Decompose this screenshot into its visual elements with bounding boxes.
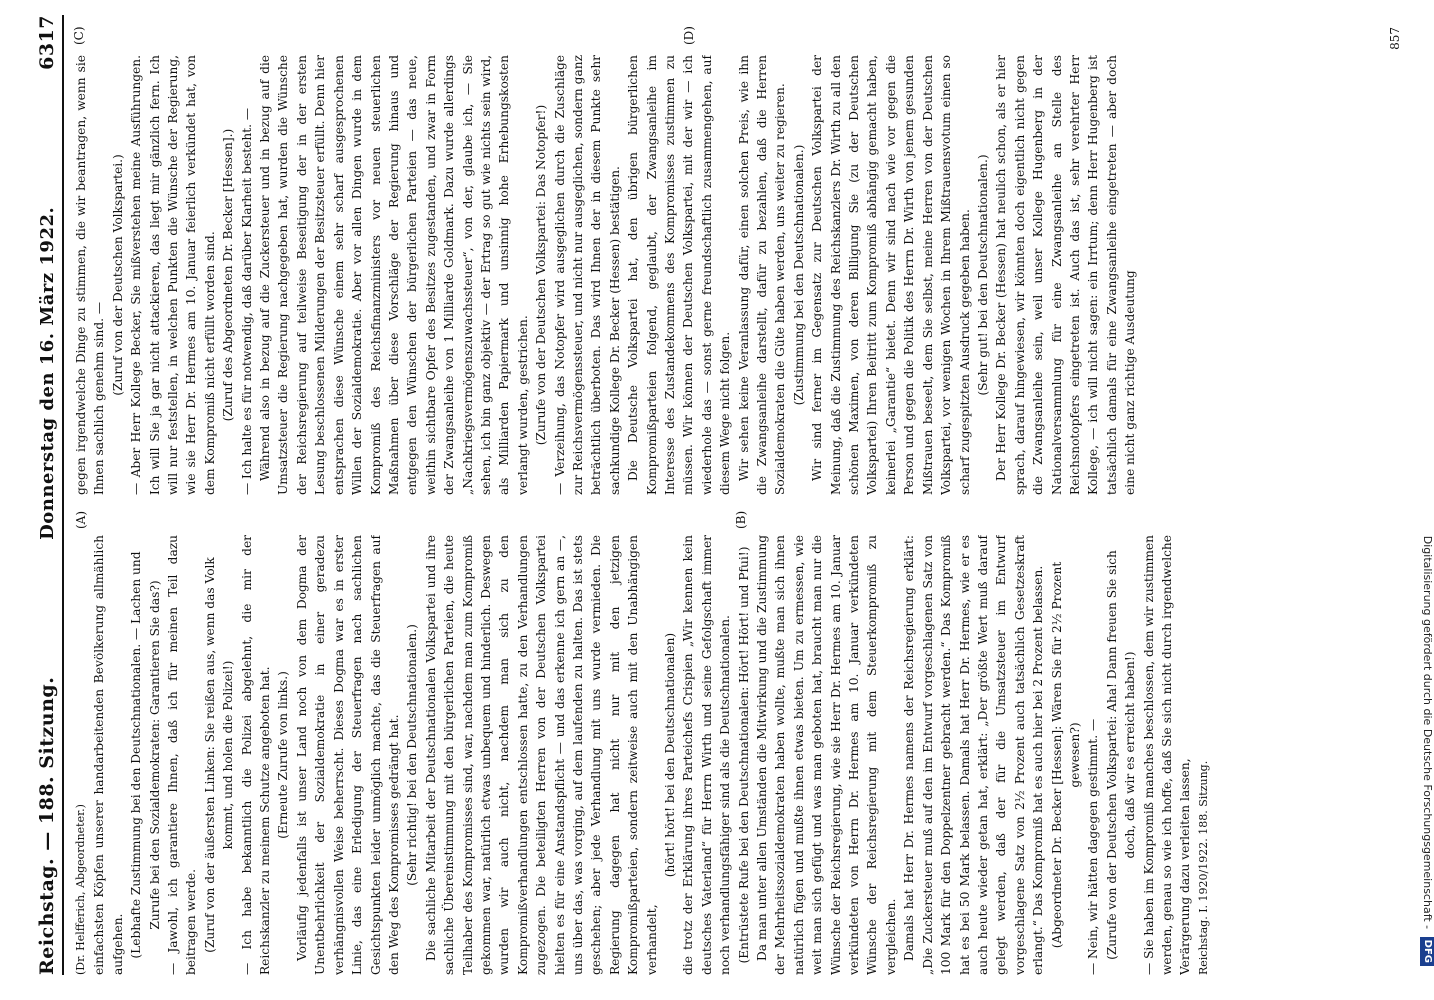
paragraph: Wir sehen keine Veranlassung dafür, einen solchen Preis, wie ihn die Zwangsanleihe darstellt, dafür zu bezahlen, daß die Herren Sozialdemokraten die Güte haben werden, uns weiter zu regieren. [736, 55, 788, 495]
dfg-logo: DFG [1420, 937, 1434, 966]
paragraph: — Aber Herr Kollege Becker, Sie mißverstehen meine Ausführungen. Ich will Sie ja gar nicht attackieren, das liegt mir gänzlich fern. Ich will nur feststellen, in welchen Punkten die Wünsche der Regierung, wie sie Herr Dr. Hermes am 10. Januar feierlich verkündet hat, von dem Kompromiß nicht erfüllt worden sind. [129, 55, 217, 495]
interjection: (Zuruf des Abgeordneten Dr. Becker [Hessen].) [221, 128, 236, 422]
header-left: Reichstag. — 188. Sitzung. [36, 676, 58, 975]
margin-letter-d: (D) [682, 26, 696, 45]
page-number: 6317 [36, 15, 58, 70]
paragraph: — Sie haben im Kompromiß manches beschlossen, dem wir zustimmen werden, genau so wie ich hoffe, daß Sie sich nicht durch irgendwelche Verärgerung dazu verleiten lassen, [1141, 535, 1193, 975]
interjection: (Abgeordneter Dr. Becker [Hessen]: Wären Sie für 2½ Prozent gewesen?) [1049, 561, 1082, 949]
paragraph: gegen irgendwelche Dinge zu stimmen, die wir beantragen, wenn sie Ihnen sachlich genehm sind. — [74, 55, 107, 495]
interjection: (Sehr richtig! bei den Deutschnationalen.) [405, 624, 420, 886]
dfg-watermark [1418, 6, 1434, 966]
paragraph: — Verzeihung, das Notopfer wird ausgeglichen durch die Zuschläge zur Reichsvermögenssteuer, und nicht nur ausgeglichen, sondern ganz beträchtlich überboten. Das wird Ihnen der in diesem Punkte sehr sachkundige Kollege Dr. Becker (Hessen) bestätigen. [552, 55, 622, 495]
interjection: (hört! hört! bei den Deutschnationalen) [663, 632, 677, 878]
paragraph: die trotz der Erklärung ihres Parteichefs Crispien „Wir kennen kein deutsches Vaterland“ für Herrn Wirth und seine Gefolgschaft immer noch verhandlungsfähiger sind als die Deutschnationalen. [681, 535, 733, 975]
interjection: (Zuruf von der äußersten Linken: Sie reißen aus, wenn das Volk kommt, und holen die Polizei!) [202, 557, 236, 953]
paragraph: Der Herr Kollege Dr. Becker (Hessen) hat neulich schon, als er hier sprach, darauf hingewiesen, wir könnten doch eigentlich nicht gegen die Zwangsanleihe sein, weil unser Kollege Hugenberg in der Nationalversammlung für eine Zwangsanleihe an Stelle des Reichsnotopfers eingetreten ist. Auch das ist, sehr verehrter Herr Kollege, — ich will nicht sagen: ein Irrtum; denn Herr Hugenberg ist tatsächlich damals für eine Zwangsanleihe eingetreten — aber doch eine nicht ganz richtige Ausdeutung [994, 55, 1138, 495]
running-head [22, 15, 64, 975]
right-column [72, 55, 1382, 495]
paragraph: Wir sind ferner im Gegensatz zur Deutschen Volkspartei der Meinung, daß die Zustimmung des Reichskanzlers Dr. Wirth zu all den schönen Maximen, von deren Billigung Sie (zu der Deutschen Volkspartei) Ihren Beitritt zum Kompromiß abhängig gemacht haben, keinerlei „Garantie“ bietet. Denn wir sind nach wie vor gegen die Person und gegen die Politik des Herrn Dr. Wirth von jenem gesunden Mißtrauen beseelt, dem Sie selbst, meine Herren von der Deutschen Volkspartei, vor wenigen Wochen in Ihrem Mißtrauensvotum einen so scharf zugespitzten Ausdruck gegeben haben. [810, 55, 972, 495]
interjection: (Zurufe von der Deutschen Volkspartei: Das Notopfer!) [534, 104, 549, 446]
margin-letter-a: (A) [74, 510, 88, 529]
paragraph: einfachsten Köpfen unserer handarbeitenden Bevölkerung allmählich aufgehen. [92, 535, 125, 975]
margin-letter-b: (B) [734, 510, 748, 529]
paragraph: Damals hat Herr Dr. Hermes namens der Reichsregierung erklärt: „Die Zuckersteuer muß auf den im Entwurf vorgeschlagenen Satz von 100 Mark für den Doppelzentner gebracht werden.“ Das Kompromiß hat es bei 50 Mark belassen. Damals hat Herr Dr. Hermes, wie er es auch heute wieder getan hat, erklärt: „Der größte Wert muß darauf gelegt werden, daß der für die Umsatzsteuer im Entwurf vorgeschlagene Satz von 2½ Prozent auch tatsächlich Gesetzeskraft erlangt.“ Das Kompromiß hat es auch hier bei 2 Prozent belassen. [902, 535, 1046, 975]
paragraph: Vorläufig jedenfalls ist unser Land noch von dem Dogma der Unentbehrlichkeit der Sozialdemokratie in einer geradezu verhängnisvollen Weise beherrscht. Dieses Dogma war es in erster Linie, das eine Erledigung der Steuerfragen nach sachlichen Gesichtspunkten leider unmöglich machte, das die Steuerfragen auf den Weg des Kompromisses gedrängt hat. [294, 535, 401, 975]
header-date: Donnerstag den 16. März 1922. [37, 206, 58, 540]
speaker-label: (Dr. Helfferich, Abgeordneter.) [74, 804, 87, 975]
paragraph: Die sachliche Mitarbeit der Deutschnationalen Volkspartei und ihre sachliche Übereinstimmung mit den bürgerlichen Parteien, die heute Teilhaber des Kompromisses sind, war, nachdem man zum Kompromiß gekommen war, natürlich etwas unbequem und hinderlich. Deswegen wurden wir auch nicht, nachdem man sich zu den Kompromißverhandlungen entschlossen hatte, zu den Verhandlungen zugezogen. Die beteiligten Herren von der Deutschen Volkspartei hielten es für eine Anstandspflicht — und das erkenne ich gern an —, uns über das, was vorging, auf dem laufenden zu halten. Das ist stets geschehen; aber jede Verhandlung mit uns wurde vermieden. Die Regierung dagegen hat nicht nur mit den jetzigen Kompromißparteien, sondern zeitweise auch mit den Unabhängigen verhandelt, [423, 535, 659, 975]
paragraph: Da man unter allen Umständen die Mitwirkung und die Zustimmung der Mehrheitssozialdemokraten haben wollte, mußte man sich ihnen natürlich fügen und mußte ihnen etwas bieten. Um zu ermessen, wie weit man sich gefügt und was man geboten hat, braucht man nur die Wünsche der Reichsregierung, wie sie Herr Dr. Hermes am 10. Januar verkündeten von Herrn Dr. Hermes am 10. Januar verkündeten Wünsche der Reichsregierung mit dem Steuerkompromiß zu vergleichen. [755, 535, 898, 975]
interjection: (Zustimmung bei den Deutschnationalen.) [791, 144, 806, 406]
interjection: (Zurufe von der Deutschen Volkspartei: Aha! Dann freuen Sie sich doch, daß wir es erreicht haben!) [1104, 550, 1138, 960]
interjection: (Sehr gut! bei den Deutschnationalen.) [975, 154, 990, 396]
interjection: (Entrüstete Rufe bei den Deutschnationalen: Hört! Hört! und Pfui!) [736, 546, 751, 964]
interjection: (Zuruf von der Deutschen Volkspartei.) [110, 154, 125, 396]
margin-letter-c: (C) [72, 26, 86, 45]
paragraph: — Ich halte es für notwendig, daß darüber Klarheit besteht. — [239, 107, 254, 495]
paragraph: — Ich habe bekanntlich die Polizei abgelehnt, die mir der Reichskanzler zu meinem Schutze angeboten hat. [239, 535, 273, 975]
paragraph: Während also in bezug auf die Zuckersteuer und in bezug auf die Umsatzsteuer die Regierung nachgegeben hat, wurden die Wünsche der Reichsregierung auf teilweise Beseitigung der in der ersten Lesung beschlossenen Milderungen der Besitzsteuer erfüllt. Denn hier entsprachen diese Wünsche einem sehr scharf ausgesprochenen Willen der Sozialdemokratie. Aber vor allen Dingen wurde in dem Kompromiß des Reichsfinanzministers vor neuen steuerlichen Maßnahmen über diese Vorschläge der Regierung hinaus und entgegen den Wünschen der bürgerlichen Parteien — das neue, weithin sichtbare Opfer des Besitzes zugestanden, und zwar in Form der Zwangsanleihe von 1 Milliarde Goldmark. Dazu wurde allerdings „Nachkriegsvermögenszuwachssteuer“, von der, glaube ich, — Sie sehen, ich bin ganz objektiv — der Ertrag so gut wie nichts sein wird, als Milliarden Papiermark und unsinnig hohe Erhebungskosten verlangt wurden, gestrichen. [258, 55, 530, 495]
paragraph: — Nein, wir hätten dagegen gestimmt. — [1086, 718, 1101, 975]
interjection: (Lebhafte Zustimmung bei den Deutschnationalen. — Lachen und Zurufe bei den Sozialdemokraten: Garantieren Sie das?) [129, 551, 162, 959]
paragraph: — Jawohl, ich garantiere Ihnen, daß ich für meinen Teil dazu beitragen werde. [166, 535, 199, 975]
paragraph: Die Deutsche Volkspartei hat, den übrigen bürgerlichen Kompromißparteien folgend, geglaubt, der Zwangsanleihe im Interesse des Zustandekommens des Kompromisses zustimmen zu müssen. Wir können der Deutschen Volkspartei, mit der wir — ich wiederhole das — sonst gerne freundschaftlich zusammengehen, auf diesem Wege nicht folgen. [626, 55, 733, 495]
rotated-page [22, 15, 1412, 975]
signature-number: 857 [1388, 27, 1402, 50]
watermark-text: Digitalisierung gefördert durch die Deutsche Forschungsgemeinschaft - [1421, 535, 1434, 930]
left-column [72, 535, 1382, 975]
interjection: (Erneute Zurufe von links.) [276, 671, 291, 839]
column-footer: Reichstag. I. 1920/1922. 188. Sitzung. [1196, 760, 1210, 975]
